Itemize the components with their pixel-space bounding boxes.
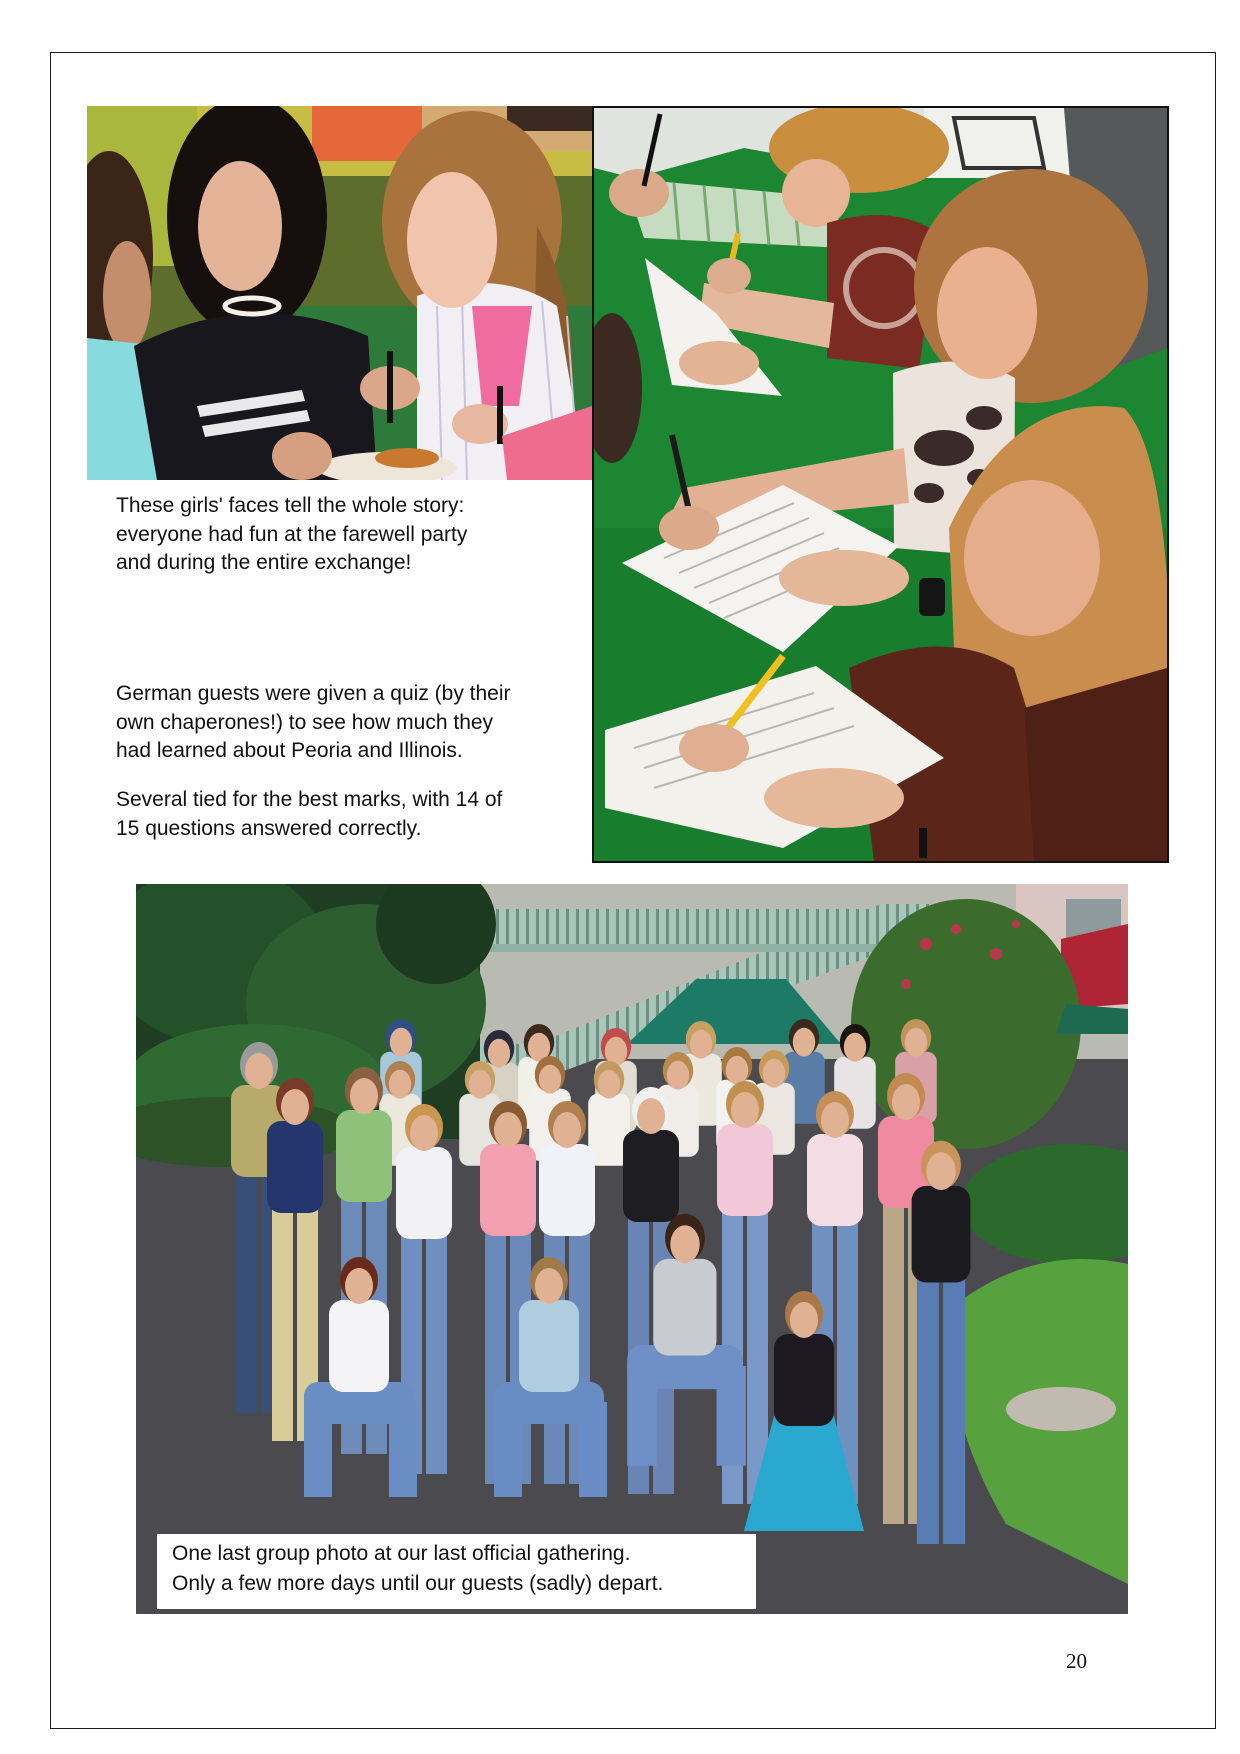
caption-line: own chaperones!) to see how much they: [116, 710, 494, 734]
caption-line: had learned about Peoria and Illinois.: [116, 739, 463, 762]
photo-group-image: [136, 884, 1128, 1614]
caption-line: and during the entire exchange!: [116, 551, 412, 574]
caption-line: Several tied for the best marks, with 14 of: [116, 788, 503, 811]
caption-line: German guests were given a quiz (by their: [116, 682, 511, 705]
caption-farewell-party: [116, 492, 467, 578]
photo-quiz: [592, 106, 1169, 863]
caption-line: everyone had fun at the farewell party: [116, 522, 468, 546]
caption-quiz: [116, 680, 511, 766]
caption-line: These girls' faces tell the whole story:: [116, 494, 465, 517]
photo-farewell-party-image: [87, 106, 592, 480]
caption-line: Only a few more days until our guests (sadly) depart.: [172, 1572, 664, 1595]
caption-line: One last group photo at our last official gathering.: [172, 1542, 631, 1565]
caption-group-photo: [157, 1534, 756, 1609]
caption-line: 15 questions answered correctly.: [116, 816, 422, 840]
photo-farewell-party: [87, 106, 592, 480]
caption-quiz-results: [116, 786, 502, 843]
photo-quiz-image: [594, 108, 1167, 861]
photo-group: [136, 884, 1128, 1614]
page-number: 20: [1066, 1649, 1087, 1673]
